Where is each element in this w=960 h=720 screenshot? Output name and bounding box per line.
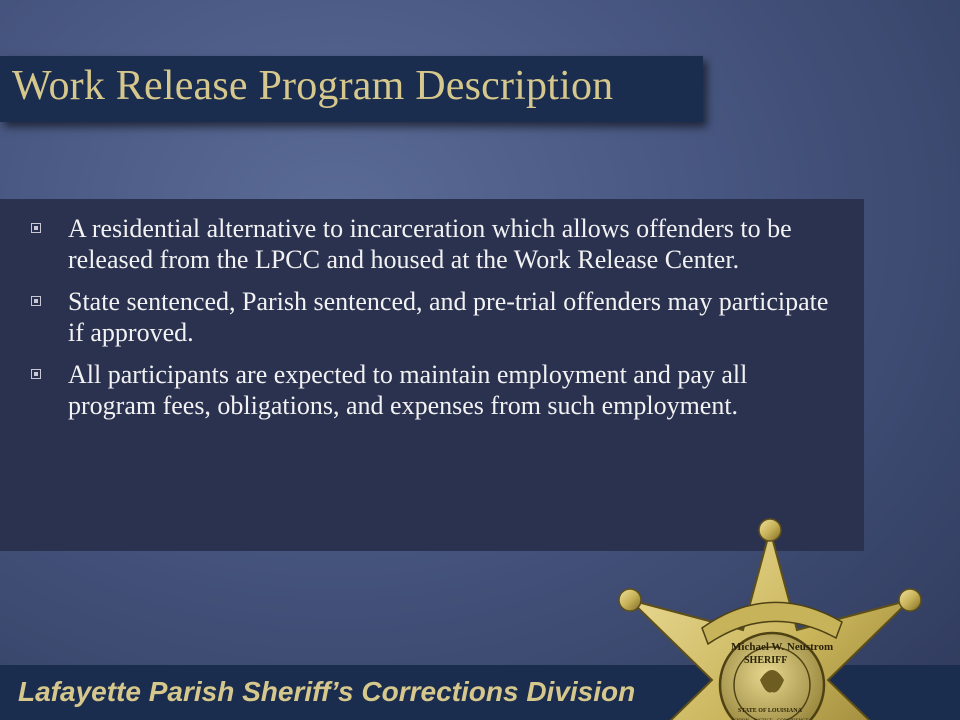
badge-name-text: Michael W. Neustrom (731, 641, 834, 653)
bullet-list (0, 213, 864, 432)
sheriff-star-badge-icon (610, 510, 960, 720)
title-bar (0, 56, 703, 122)
bullet-text: A residential alternative to incarceration which allows offenders to be released from the LPCC and housed at the Work Release Center. (68, 214, 792, 274)
bullet-item (0, 359, 864, 421)
bullet-item (0, 213, 864, 275)
slide-title: Work Release Program Description (12, 63, 614, 109)
square-bullet-icon (31, 223, 41, 233)
bullet-text: All participants are expected to maintain employment and pay all program fees, obligations, and expenses from such employment. (68, 360, 748, 420)
badge-title-text: SHERIFF (744, 655, 788, 666)
square-bullet-icon (31, 296, 41, 306)
bullet-text: State sentenced, Parish sentenced, and pre-trial offenders may participate if approved. (68, 287, 829, 347)
badge-seal-text: STATE OF LOUISIANA (738, 708, 802, 714)
content-panel (0, 199, 864, 551)
square-bullet-icon (31, 369, 41, 379)
bullet-item (0, 286, 864, 348)
footer-text: Lafayette Parish Sheriff’s Corrections Division (18, 676, 636, 707)
